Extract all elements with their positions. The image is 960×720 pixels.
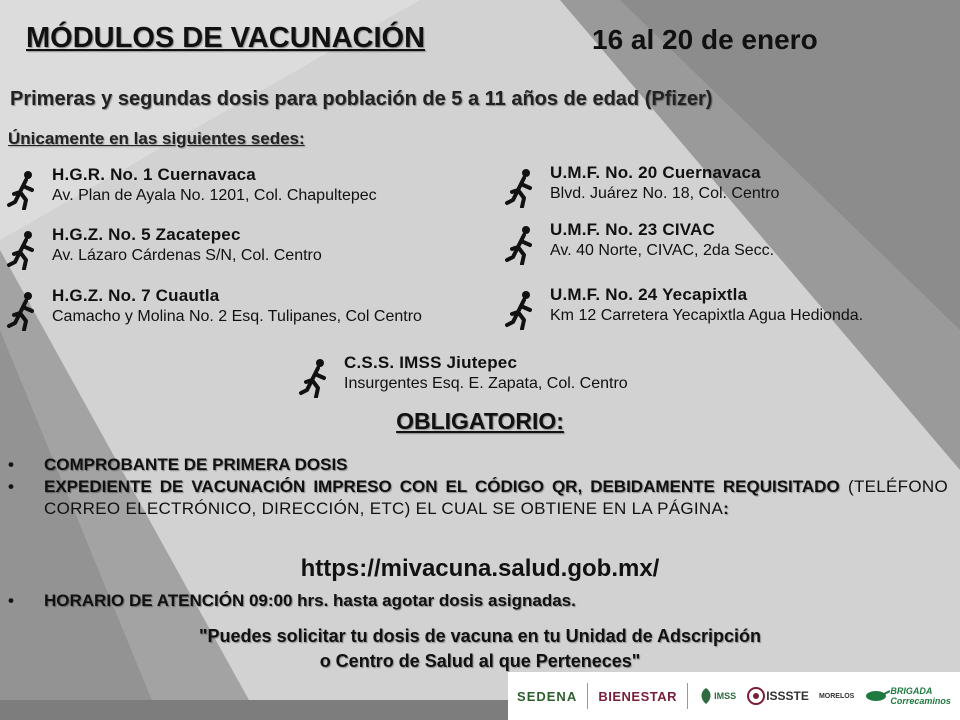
page-title: MÓDULOS DE VACUNACIÓN bbox=[26, 22, 426, 54]
imss-logo bbox=[698, 687, 736, 705]
requirement-emphasis: EXPEDIENTE DE VACUNACIÓN IMPRESO CON EL CÓDIGO QR, DEBIDAMENTE REQUISITADO bbox=[44, 477, 840, 496]
leaf-icon bbox=[698, 687, 714, 705]
site-address: Av. 40 Norte, CIVAC, 2da Secc. bbox=[550, 242, 775, 259]
site-name: U.M.F. No. 24 Yecapixtla bbox=[550, 285, 748, 304]
site-name: C.S.S. IMSS Jiutepec bbox=[344, 353, 518, 372]
closing-line-2: o Centro de Salud al que Perteneces" bbox=[319, 651, 641, 671]
site-hgz-7 bbox=[6, 285, 422, 331]
morelos-logo: MORELOS bbox=[818, 692, 855, 700]
list-item bbox=[8, 590, 948, 612]
site-name: H.G.Z. No. 7 Cuautla bbox=[52, 286, 220, 305]
date-range: 16 al 20 de enero bbox=[592, 24, 818, 55]
logo-divider bbox=[687, 683, 688, 709]
walking-person-icon bbox=[6, 170, 40, 210]
site-umf-24 bbox=[504, 284, 863, 330]
requirements-list bbox=[8, 454, 948, 520]
bullet-mark: • bbox=[8, 455, 14, 474]
site-address: Insurgentes Esq. E. Zapata, Col. Centro bbox=[344, 375, 628, 392]
list-item bbox=[8, 454, 948, 476]
site-name: H.G.R. No. 1 Cuernavaca bbox=[52, 165, 256, 184]
requirement-text bbox=[44, 476, 948, 520]
walking-person-icon bbox=[298, 358, 332, 398]
requirement-detail: (TELÉFONO CORREO ELECTRÓNICO, DIRECCIÓN, ETC) EL CUAL SE OBTIENE EN LA PÁGINA bbox=[44, 477, 948, 518]
emblem-icon bbox=[746, 686, 766, 706]
bullet-mark: • bbox=[8, 591, 14, 610]
closing-line-1: "Puedes solicitar tu dosis de vacuna en tu Unidad de Adscripción bbox=[199, 626, 761, 646]
sedes-heading: Únicamente en las siguientes sedes: bbox=[8, 129, 305, 148]
requirement-text: COMPROBANTE DE PRIMERA DOSIS bbox=[44, 455, 348, 474]
issste-label: ISSSTE bbox=[766, 689, 809, 703]
site-address: Av. Plan de Ayala No. 1201, Col. Chapultepec bbox=[52, 187, 377, 204]
schedule-list bbox=[8, 590, 948, 612]
site-address: Camacho y Molina No. 2 Esq. Tulipanes, Col Centro bbox=[52, 308, 422, 325]
bullet-mark: • bbox=[8, 477, 14, 496]
site-umf-20 bbox=[504, 162, 779, 208]
obligatorio-heading: OBLIGATORIO: bbox=[396, 408, 564, 434]
walking-person-icon bbox=[504, 290, 538, 330]
sedena-logo: SEDENA bbox=[517, 688, 578, 704]
bienestar-logo: BIENESTAR bbox=[598, 688, 677, 704]
roadrunner-icon bbox=[864, 688, 890, 704]
site-address: Km 12 Carretera Yecapixtla Agua Hedionda. bbox=[550, 307, 864, 324]
subtitle: Primeras y segundas dosis para población de 5 a 11 años de edad (Pfizer) bbox=[10, 88, 713, 110]
logo-divider bbox=[587, 683, 588, 709]
issste-logo bbox=[746, 686, 809, 706]
site-name: H.G.Z. No. 5 Zacatepec bbox=[52, 225, 241, 244]
requirement-colon: : bbox=[723, 499, 729, 518]
site-umf-23 bbox=[504, 219, 774, 265]
site-address: Blvd. Juárez No. 18, Col. Centro bbox=[550, 185, 780, 202]
logo-bar bbox=[508, 672, 960, 720]
site-address: Av. Lázaro Cárdenas S/N, Col. Centro bbox=[52, 247, 322, 264]
site-name: U.M.F. No. 20 Cuernavaca bbox=[550, 163, 761, 182]
brigada-line-1: BRIGADA bbox=[890, 686, 933, 696]
site-css-jiutepec bbox=[298, 352, 628, 398]
vaccine-url[interactable]: https://mivacuna.salud.gob.mx/ bbox=[300, 555, 660, 582]
site-hgr-1 bbox=[6, 164, 377, 210]
requirement-text: HORARIO DE ATENCIÓN 09:00 hrs. hasta agotar dosis asignadas. bbox=[44, 591, 576, 610]
walking-person-icon bbox=[504, 225, 538, 265]
site-name: U.M.F. No. 23 CIVAC bbox=[550, 220, 716, 239]
walking-person-icon bbox=[6, 291, 40, 331]
closing-message bbox=[0, 624, 960, 674]
imss-label: IMSS bbox=[714, 691, 737, 701]
walking-person-icon bbox=[6, 230, 40, 270]
walking-person-icon bbox=[504, 168, 538, 208]
brigada-logo bbox=[864, 686, 951, 706]
brigada-line-2: Correcaminos bbox=[890, 696, 951, 706]
list-item bbox=[8, 476, 948, 520]
site-hgz-5 bbox=[6, 224, 322, 270]
